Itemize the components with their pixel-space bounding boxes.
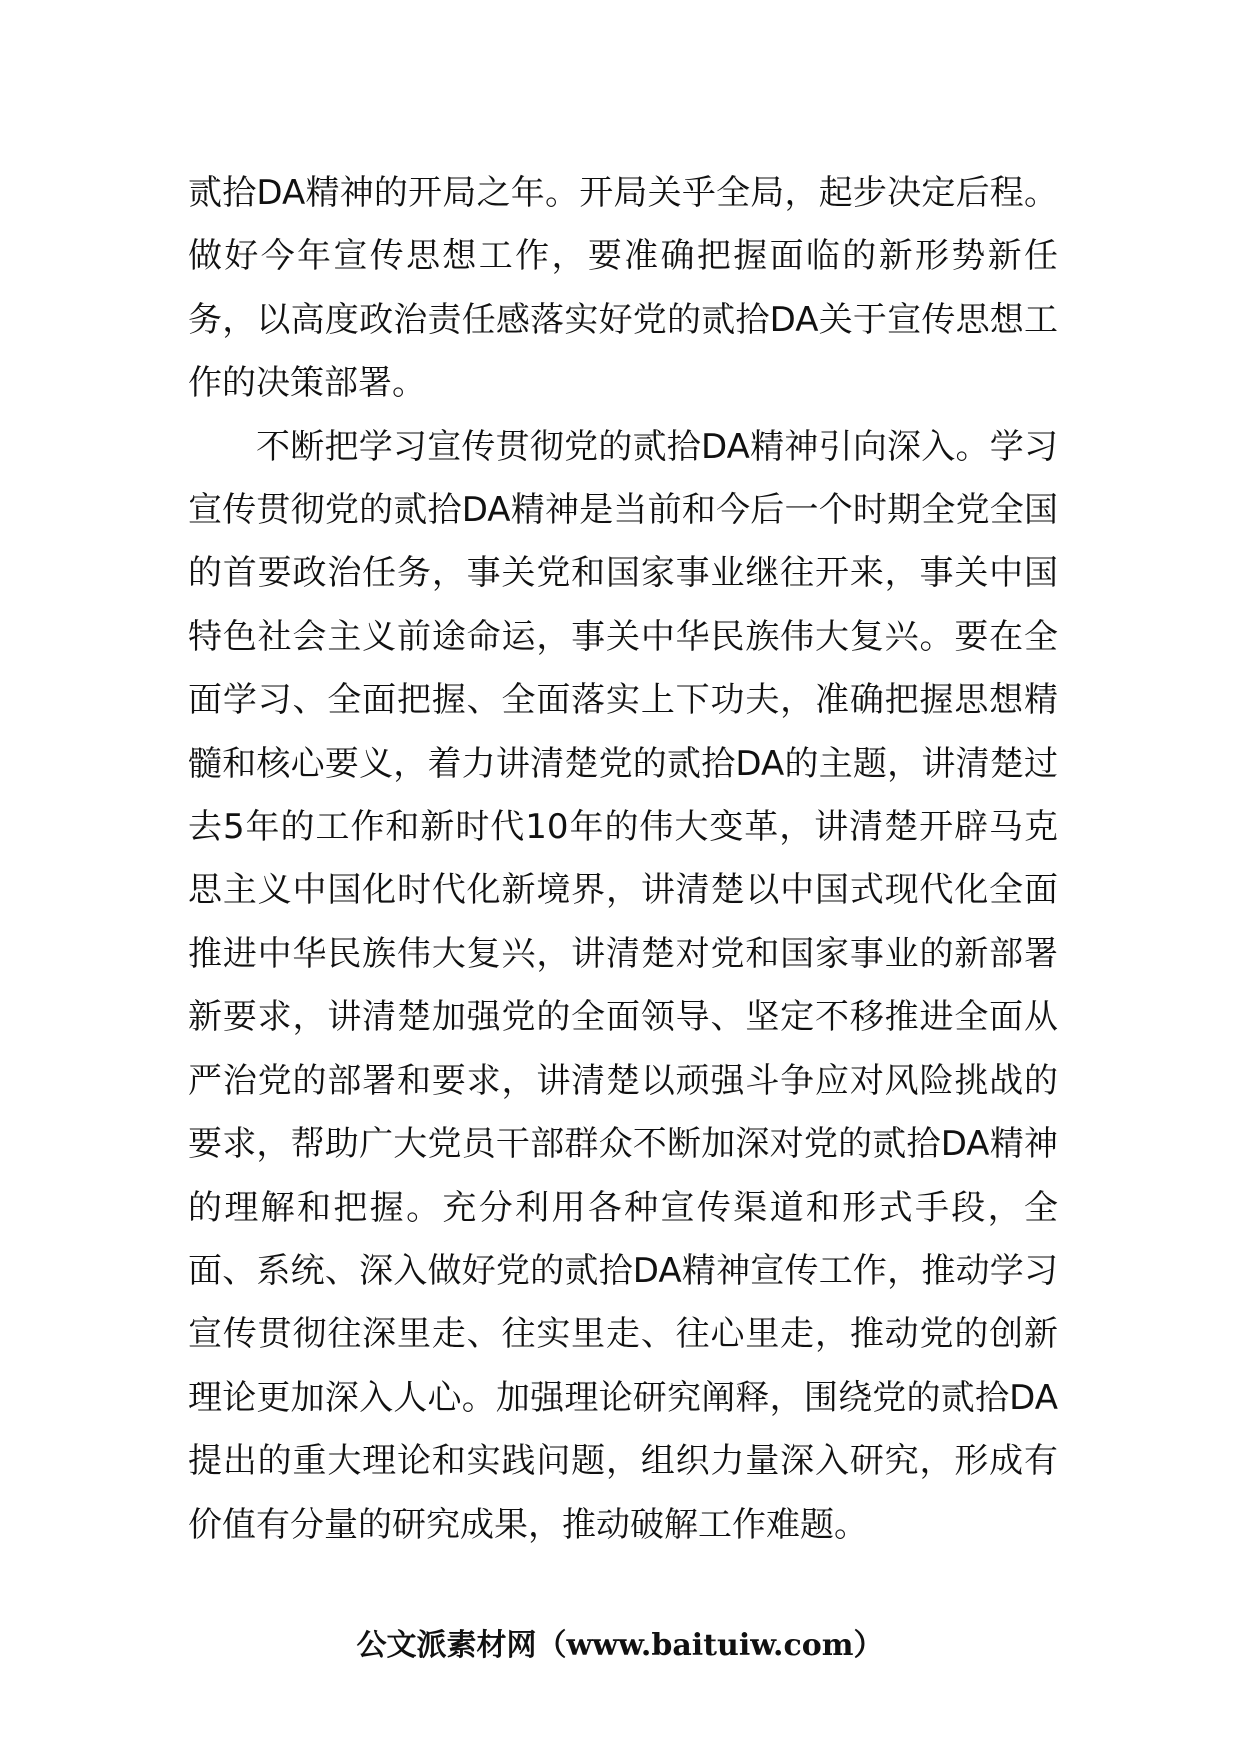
paragraph-study-spirit: 不断把学习宣传贯彻党的贰拾DA精神引向深入。学习宣传贯彻党的贰拾DA精神是当前和今后一个时期全党全国的首要政治任务，事关党和国家事业继往开来，事关中国特色社会主义前途命运，事关中华民族伟大复兴。要在全面学习、全面把握、全面落实上下功夫，准确把握思想精髓和核心要义，着力讲清楚党的贰拾DA的主题，讲清楚过去5年的工作和新时代10年的伟大变革，讲清楚开辟马克思主义中国化时代化新境界，讲清楚以中国式现代化全面推进中华民族伟大复兴，讲清楚对党和国家事业的新部署新要求，讲清楚加强党的全面领导、坚定不移推进全面从严治党的部署和要求，讲清楚以顽强斗争应对风险挑战的要求，帮助广大党员干部群众不断加深对党的贰拾DA精神的理解和把握。充分利用各种宣传渠道和形式手段，全面、系统、深入做好党的贰拾DA精神宣传工作，推动学习宣传贯彻往深里走、往实里走、往心里走，推动党的创新理论更加深入人心。加强理论研究阐释，围绕党的贰拾DA提出的重大理论和实践问题，组织力量深入研究，形成有价值有分量的研究成果，推动破解工作难题。	[188, 426, 1058, 1545]
footer-watermark: 公文派素材网（www.baituiw.com）	[356, 1628, 884, 1663]
document-body	[188, 162, 1058, 1557]
paragraph-continuation: 贰拾DA精神的开局之年。开局关乎全局，起步决定后程。做好今年宣传思想工作，要准确把握面临的新形势新任务，以高度政治责任感落实好党的贰拾DA关于宣传思想工作的决策部署。	[188, 173, 1058, 404]
